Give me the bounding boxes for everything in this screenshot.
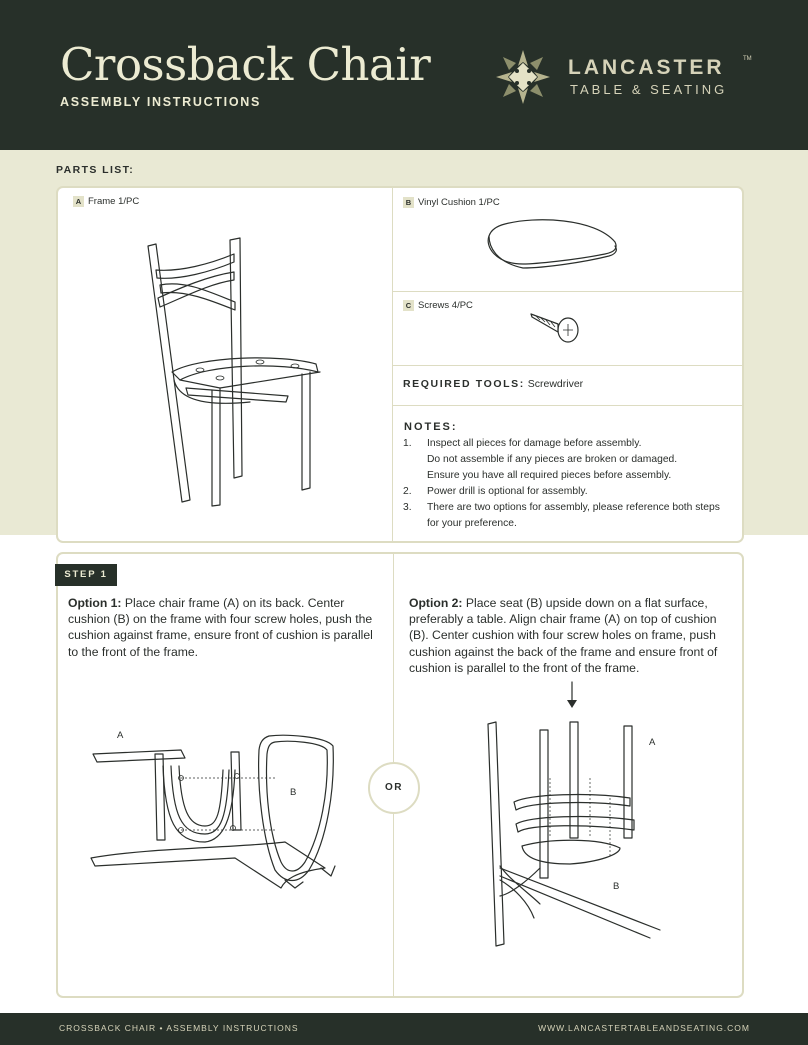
note-item: 2. Power drill is optional for assembly. <box>403 486 588 497</box>
part-name: Frame 1/PC <box>88 196 140 207</box>
diagram-1-label-b: B <box>290 787 297 798</box>
lancaster-star-logo-icon <box>494 48 552 106</box>
or-divider: OR <box>368 762 420 814</box>
option-1-text <box>68 595 373 660</box>
page-header <box>0 0 808 150</box>
required-tools <box>403 378 583 390</box>
part-item-cushion <box>403 197 500 208</box>
page-subtitle: ASSEMBLY INSTRUCTIONS <box>60 95 262 109</box>
notes-list <box>403 436 733 532</box>
part-name: Screws 4/PC <box>418 300 473 311</box>
required-tools-label: REQUIRED TOOLS: <box>403 378 525 390</box>
note-item: Do not assemble if any pieces are broken or damaged. <box>427 454 678 465</box>
part-letter: B <box>403 197 414 208</box>
arrow-down-icon <box>565 680 585 712</box>
diagram-2-label-a: A <box>649 737 656 748</box>
part-name: Vinyl Cushion 1/PC <box>418 197 500 208</box>
option-1-body: Place chair frame (A) on its back. Center cushion (B) on the frame with four screw holes, push the cushion against frame, ensure front of cushion is parallel to the front of the frame. <box>68 596 373 659</box>
vinyl-cushion-illustration <box>485 216 620 271</box>
chair-frame-illustration <box>140 230 340 520</box>
diagram-2-label-b: B <box>613 881 620 892</box>
option-2-diagram <box>470 718 670 958</box>
part-item-frame <box>73 196 139 207</box>
option-1-label: Option 1: <box>68 596 122 610</box>
part-item-screws <box>403 300 473 311</box>
page-title: Crossback Chair <box>60 38 431 91</box>
brand-name: LANCASTER <box>568 56 725 79</box>
brand-trademark: TM <box>743 56 752 62</box>
page-footer <box>0 1013 808 1045</box>
note-item: 1. Inspect all pieces for damage before assembly. <box>403 438 642 449</box>
required-tools-value: Screwdriver <box>527 378 584 390</box>
note-item: Ensure you have all required pieces before assembly. <box>427 470 672 481</box>
parts-divider-2 <box>393 365 742 366</box>
part-letter: A <box>73 196 84 207</box>
screw-illustration <box>528 308 588 348</box>
note-item: 3. There are two options for assembly, please reference both steps for your preference. <box>403 502 720 529</box>
step-badge: STEP 1 <box>55 564 117 586</box>
option-2-body: Place seat (B) upside down on a flat surface, preferably a table. Align chair frame (A) on top of cushion (B). Center cushion with four screw holes on frame, push cushion against the back of the frame and ensure front of cushion is parallel to the front of the frame. <box>409 596 718 675</box>
brand-subtitle: TABLE & SEATING <box>570 82 728 97</box>
parts-list-heading: PARTS LIST: <box>56 164 135 176</box>
part-letter: C <box>403 300 414 311</box>
parts-divider-3 <box>393 405 742 406</box>
option-2-label: Option 2: <box>409 596 463 610</box>
notes-heading: NOTES: <box>404 421 458 433</box>
diagram-1-label-a: A <box>117 730 124 741</box>
footer-document-title: CROSSBACK CHAIR • ASSEMBLY INSTRUCTIONS <box>59 1023 299 1033</box>
footer-website-link[interactable]: WWW.LANCASTERTABLEANDSEATING.COM <box>538 1023 750 1033</box>
option-1-diagram <box>85 730 355 900</box>
option-2-text <box>409 595 735 676</box>
parts-divider-1 <box>393 291 742 292</box>
